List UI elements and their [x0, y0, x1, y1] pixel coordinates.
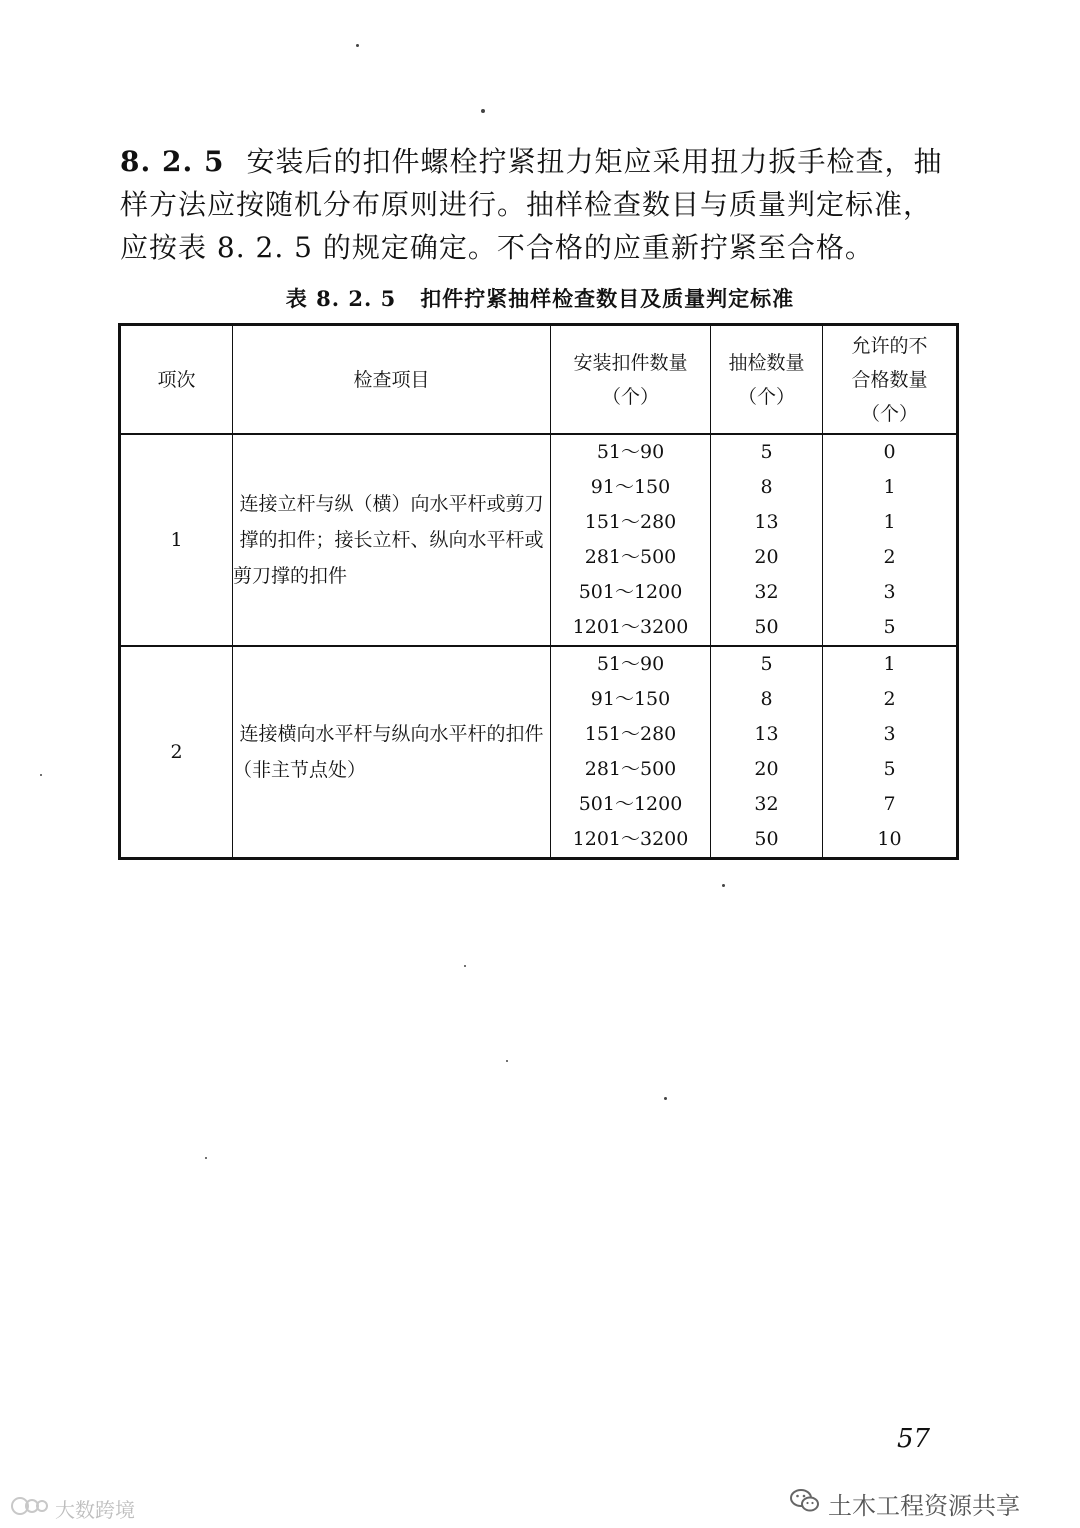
watermark-right-text: 土木工程资源共享: [828, 1492, 1020, 1520]
install-qty-cell: 501～1200: [551, 787, 711, 822]
group-2-inspection-item: 连接横向水平杆与纵向水平杆的扣件（非主节点处）: [233, 646, 551, 859]
header-allowed-defects: [823, 325, 958, 435]
clause-line-3: 应按表 8. 2. 5 的规定确定。不合格的应重新拧紧至合格。: [120, 231, 874, 264]
clause-line-1: [120, 140, 970, 183]
sample-qty-cell: 13: [711, 505, 823, 540]
header-install-qty-label: 安装扣件数量: [573, 351, 688, 374]
logo-icon: [10, 1494, 50, 1523]
install-qty-cell: 151～280: [551, 505, 711, 540]
sample-qty-cell: 8: [711, 470, 823, 505]
table-row: [120, 434, 958, 470]
clause-line-2: 样方法应按随机分布原则进行。抽样检查数目与质量判定标准，: [120, 188, 933, 221]
watermark-left: [10, 1494, 135, 1523]
group-2-no: 2: [120, 646, 233, 859]
watermark-left-text: 大数跨境: [55, 1498, 135, 1522]
header-sample-qty-label: 抽检数量: [728, 351, 805, 374]
group-1-no: 1: [120, 434, 233, 646]
allowed-qty-cell: 5: [823, 752, 958, 787]
allowed-qty-cell: 1: [823, 646, 958, 682]
header-item-no: 项次: [120, 325, 233, 435]
sample-qty-cell: 20: [711, 752, 823, 787]
allowed-qty-cell: 0: [823, 434, 958, 470]
sample-qty-cell: 5: [711, 646, 823, 682]
install-qty-cell: 1201～3200: [551, 610, 711, 646]
table-caption-title: 扣件拧紧抽样检查数目及质量判定标准: [420, 286, 795, 311]
header-allowed-unit: （个）: [860, 402, 918, 425]
install-qty-cell: 151～280: [551, 717, 711, 752]
header-inspection-item: 检查项目: [233, 325, 551, 435]
header-sample-qty: [711, 325, 823, 435]
table-caption-number: 表 8. 2. 5: [285, 286, 397, 311]
install-qty-cell: 501～1200: [551, 575, 711, 610]
sample-qty-cell: 32: [711, 575, 823, 610]
wechat-icon: [790, 1488, 820, 1520]
table-caption: [0, 283, 1080, 313]
allowed-qty-cell: 1: [823, 470, 958, 505]
allowed-qty-cell: 2: [823, 540, 958, 575]
allowed-qty-cell: 1: [823, 505, 958, 540]
sample-qty-cell: 50: [711, 822, 823, 859]
sampling-standard-table: [118, 323, 959, 860]
install-qty-cell: 281～500: [551, 752, 711, 787]
table-header-row: [120, 325, 958, 435]
allowed-qty-cell: 10: [823, 822, 958, 859]
install-qty-cell: 51～90: [551, 646, 711, 682]
sample-qty-cell: 32: [711, 787, 823, 822]
clause-text-1: 安装后的扣件螺栓拧紧扭力矩应采用扭力扳手检查，抽: [246, 145, 943, 178]
header-allowed-line-2: 合格数量: [851, 368, 928, 391]
install-qty-cell: 281～500: [551, 540, 711, 575]
sample-qty-cell: 20: [711, 540, 823, 575]
header-install-qty-unit: （个）: [601, 385, 659, 408]
sample-qty-cell: 13: [711, 717, 823, 752]
clause-paragraph: [120, 140, 970, 269]
clause-number: 8. 2. 5: [120, 145, 225, 178]
sample-qty-cell: 8: [711, 682, 823, 717]
group-1-inspection-item: 连接立杆与纵（横）向水平杆或剪刀撑的扣件；接长立杆、纵向水平杆或剪刀撑的扣件: [233, 434, 551, 646]
header-sample-qty-unit: （个）: [737, 385, 795, 408]
install-qty-cell: 91～150: [551, 470, 711, 505]
sample-qty-cell: 5: [711, 434, 823, 470]
allowed-qty-cell: 5: [823, 610, 958, 646]
allowed-qty-cell: 3: [823, 717, 958, 752]
header-allowed-line-1: 允许的不: [851, 334, 928, 357]
sample-qty-cell: 50: [711, 610, 823, 646]
install-qty-cell: 51～90: [551, 434, 711, 470]
header-install-qty: [551, 325, 711, 435]
install-qty-cell: 1201～3200: [551, 822, 711, 859]
table-row: [120, 646, 958, 682]
install-qty-cell: 91～150: [551, 682, 711, 717]
allowed-qty-cell: 7: [823, 787, 958, 822]
watermark-right: [790, 1486, 1020, 1521]
page-number: 57: [897, 1424, 931, 1454]
allowed-qty-cell: 2: [823, 682, 958, 717]
allowed-qty-cell: 3: [823, 575, 958, 610]
